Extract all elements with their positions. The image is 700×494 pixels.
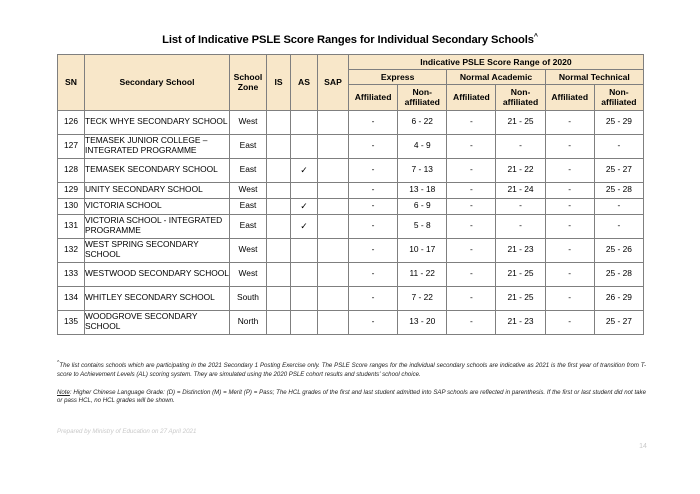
header-sap: SAP (318, 55, 349, 111)
cell-normal-academic-non-affiliated: 21 - 25 (496, 286, 545, 310)
header-express-affiliated: Affiliated (349, 85, 398, 110)
cell-express-non-affiliated: 6 - 9 (398, 198, 447, 214)
header-as: AS (291, 55, 318, 111)
cell-normal-technical-affiliated: - (545, 238, 594, 262)
cell-sap-flag (318, 262, 349, 286)
cell-is-flag (267, 286, 291, 310)
cell-as-flag (291, 134, 318, 158)
cell-as-flag: ✓ (291, 214, 318, 238)
cell-normal-academic-affiliated: - (447, 110, 496, 134)
cell-sn: 134 (58, 286, 85, 310)
cell-sap-flag (318, 238, 349, 262)
cell-is-flag (267, 134, 291, 158)
cell-normal-academic-affiliated: - (447, 134, 496, 158)
cell-sn: 129 (58, 182, 85, 198)
cell-normal-technical-non-affiliated: - (594, 134, 643, 158)
cell-express-non-affiliated: 4 - 9 (398, 134, 447, 158)
footnote-caret-marker: ^ (57, 359, 60, 366)
title-footnote-marker: ^ (533, 33, 538, 41)
cell-express-affiliated: - (349, 310, 398, 334)
cell-normal-technical-non-affiliated: 26 - 29 (594, 286, 643, 310)
header-score-range-group: Indicative PSLE Score Range of 2020 (349, 55, 644, 70)
cell-is-flag (267, 310, 291, 334)
cell-normal-technical-non-affiliated: 25 - 27 (594, 158, 643, 182)
cell-sap-flag (318, 214, 349, 238)
header-is: IS (267, 55, 291, 111)
cell-sn: 126 (58, 110, 85, 134)
cell-school-zone: South (230, 286, 267, 310)
cell-normal-technical-non-affiliated: 25 - 26 (594, 238, 643, 262)
table-row (58, 238, 644, 262)
cell-express-affiliated: - (349, 214, 398, 238)
header-express-non-affiliated: Non-affiliated (398, 85, 447, 110)
cell-express-affiliated: - (349, 158, 398, 182)
cell-school-name: TEMASEK JUNIOR COLLEGE – INTEGRATED PROGRAMME (85, 134, 230, 158)
note-label: Note (57, 388, 70, 396)
footnote-note (57, 389, 646, 407)
header-school-zone: School Zone (230, 55, 267, 111)
cell-sn: 135 (58, 310, 85, 334)
cell-express-affiliated: - (349, 134, 398, 158)
table-row (58, 182, 644, 198)
cell-school-name: TECK WHYE SECONDARY SCHOOL (85, 110, 230, 134)
cell-normal-academic-affiliated: - (447, 238, 496, 262)
cell-normal-academic-non-affiliated: 21 - 25 (496, 262, 545, 286)
cell-school-name: WEST SPRING SECONDARY SCHOOL (85, 238, 230, 262)
table-row (58, 110, 644, 134)
header-normal-academic: Normal Academic (447, 70, 545, 85)
cell-is-flag (267, 214, 291, 238)
table-row (58, 214, 644, 238)
cell-as-flag (291, 182, 318, 198)
cell-sn: 131 (58, 214, 85, 238)
header-sn: SN (58, 55, 85, 111)
cell-sap-flag (318, 286, 349, 310)
cell-is-flag (267, 198, 291, 214)
cell-school-name: TEMASEK SECONDARY SCHOOL (85, 158, 230, 182)
cell-normal-academic-affiliated: - (447, 214, 496, 238)
cell-sn: 133 (58, 262, 85, 286)
cell-school-zone: West (230, 262, 267, 286)
cell-as-flag (291, 110, 318, 134)
cell-is-flag (267, 262, 291, 286)
cell-express-affiliated: - (349, 198, 398, 214)
cell-is-flag (267, 110, 291, 134)
cell-normal-technical-non-affiliated: - (594, 198, 643, 214)
cell-express-non-affiliated: 10 - 17 (398, 238, 447, 262)
cell-express-affiliated: - (349, 286, 398, 310)
cell-is-flag (267, 158, 291, 182)
table-body (58, 110, 644, 334)
cell-school-zone: East (230, 134, 267, 158)
cell-express-non-affiliated: 7 - 13 (398, 158, 447, 182)
cell-school-zone: East (230, 198, 267, 214)
cell-normal-technical-non-affiliated: 25 - 29 (594, 110, 643, 134)
cell-as-flag (291, 262, 318, 286)
cell-normal-academic-affiliated: - (447, 198, 496, 214)
cell-express-non-affiliated: 13 - 18 (398, 182, 447, 198)
cell-normal-academic-affiliated: - (447, 182, 496, 198)
cell-normal-technical-affiliated: - (545, 134, 594, 158)
cell-school-name: VICTORIA SCHOOL (85, 198, 230, 214)
cell-express-affiliated: - (349, 262, 398, 286)
cell-normal-technical-affiliated: - (545, 262, 594, 286)
table-row (58, 198, 644, 214)
header-na-non-affiliated: Non-affiliated (496, 85, 545, 110)
cell-school-name: UNITY SECONDARY SCHOOL (85, 182, 230, 198)
cell-school-name: WHITLEY SECONDARY SCHOOL (85, 286, 230, 310)
cell-as-flag (291, 286, 318, 310)
cell-normal-technical-affiliated: - (545, 110, 594, 134)
page-title-text: List of Indicative PSLE Score Ranges for Individual Secondary Schools (162, 34, 534, 46)
cell-school-name: VICTORIA SCHOOL - INTEGRATED PROGRAMME (85, 214, 230, 238)
table-row (58, 310, 644, 334)
cell-is-flag (267, 182, 291, 198)
cell-sn: 132 (58, 238, 85, 262)
note-text: : Higher Chinese Language Grade: (D) = Distinction (M) = Merit (P) = Pass; The HCL grades of the first and last student admitted into SAP schools are reflected in parenthesis. If the first or last student did not take or pass HCL, no HCL grades will be shown. (57, 388, 646, 405)
cell-express-non-affiliated: 6 - 22 (398, 110, 447, 134)
cell-sap-flag (318, 310, 349, 334)
cell-express-affiliated: - (349, 182, 398, 198)
cell-normal-academic-non-affiliated: 21 - 24 (496, 182, 545, 198)
cell-normal-academic-non-affiliated: 21 - 25 (496, 110, 545, 134)
table-row (58, 134, 644, 158)
cell-normal-academic-affiliated: - (447, 158, 496, 182)
table-row (58, 158, 644, 182)
header-nt-non-affiliated: Non-affiliated (594, 85, 643, 110)
cell-sap-flag (318, 158, 349, 182)
cell-express-non-affiliated: 7 - 22 (398, 286, 447, 310)
cell-as-flag: ✓ (291, 158, 318, 182)
cell-normal-technical-non-affiliated: 25 - 27 (594, 310, 643, 334)
cell-school-zone: West (230, 110, 267, 134)
cell-sap-flag (318, 182, 349, 198)
cell-school-zone: East (230, 158, 267, 182)
psle-score-table (57, 54, 644, 335)
footnote-caret-text: The list contains schools which are participating in the 2021 Secondary 1 Posting Exercise only. The PSLE Score ranges for the individual secondary schools are indicative as 2021 is the first year of transition from T-score to Achievement Levels (AL) scoring system. They are simulated using the 2020 PSLE cohort results and students' school choice. (57, 362, 646, 378)
cell-normal-technical-non-affiliated: - (594, 214, 643, 238)
cell-school-zone: North (230, 310, 267, 334)
cell-school-zone: West (230, 238, 267, 262)
cell-as-flag (291, 310, 318, 334)
cell-express-non-affiliated: 13 - 20 (398, 310, 447, 334)
header-secondary-school: Secondary School (85, 55, 230, 111)
cell-normal-academic-non-affiliated: 21 - 23 (496, 310, 545, 334)
cell-normal-technical-non-affiliated: 25 - 28 (594, 182, 643, 198)
prepared-by-text: Prepared by Ministry of Education on 27 April 2021 (57, 428, 197, 435)
cell-normal-academic-affiliated: - (447, 262, 496, 286)
table-row (58, 286, 644, 310)
cell-normal-technical-affiliated: - (545, 198, 594, 214)
cell-school-name: WOODGROVE SECONDARY SCHOOL (85, 310, 230, 334)
cell-sn: 130 (58, 198, 85, 214)
cell-as-flag (291, 238, 318, 262)
header-row-1 (58, 55, 644, 70)
cell-normal-academic-non-affiliated: 21 - 23 (496, 238, 545, 262)
footnotes (57, 359, 646, 406)
header-normal-technical: Normal Technical (545, 70, 643, 85)
table-header (58, 55, 644, 111)
cell-sn: 127 (58, 134, 85, 158)
header-nt-affiliated: Affiliated (545, 85, 594, 110)
cell-school-name: WESTWOOD SECONDARY SCHOOL (85, 262, 230, 286)
cell-normal-academic-non-affiliated: - (496, 214, 545, 238)
cell-express-non-affiliated: 11 - 22 (398, 262, 447, 286)
header-na-affiliated: Affiliated (447, 85, 496, 110)
cell-sap-flag (318, 198, 349, 214)
cell-is-flag (267, 238, 291, 262)
cell-express-affiliated: - (349, 238, 398, 262)
cell-sap-flag (318, 134, 349, 158)
table-row (58, 262, 644, 286)
cell-normal-technical-affiliated: - (545, 182, 594, 198)
cell-normal-technical-affiliated: - (545, 286, 594, 310)
cell-normal-academic-affiliated: - (447, 310, 496, 334)
cell-school-zone: East (230, 214, 267, 238)
cell-normal-academic-non-affiliated: - (496, 134, 545, 158)
cell-normal-academic-non-affiliated: 21 - 22 (496, 158, 545, 182)
cell-express-non-affiliated: 5 - 8 (398, 214, 447, 238)
cell-sn: 128 (58, 158, 85, 182)
cell-as-flag: ✓ (291, 198, 318, 214)
cell-normal-technical-non-affiliated: 25 - 28 (594, 262, 643, 286)
cell-normal-technical-affiliated: - (545, 158, 594, 182)
header-express: Express (349, 70, 447, 85)
page-title (0, 34, 700, 46)
cell-normal-technical-affiliated: - (545, 310, 594, 334)
cell-normal-academic-affiliated: - (447, 286, 496, 310)
cell-sap-flag (318, 110, 349, 134)
page-number: 14 (639, 443, 647, 450)
cell-express-affiliated: - (349, 110, 398, 134)
cell-normal-academic-non-affiliated: - (496, 198, 545, 214)
cell-school-zone: West (230, 182, 267, 198)
footnote-caret (57, 359, 646, 380)
cell-normal-technical-affiliated: - (545, 214, 594, 238)
